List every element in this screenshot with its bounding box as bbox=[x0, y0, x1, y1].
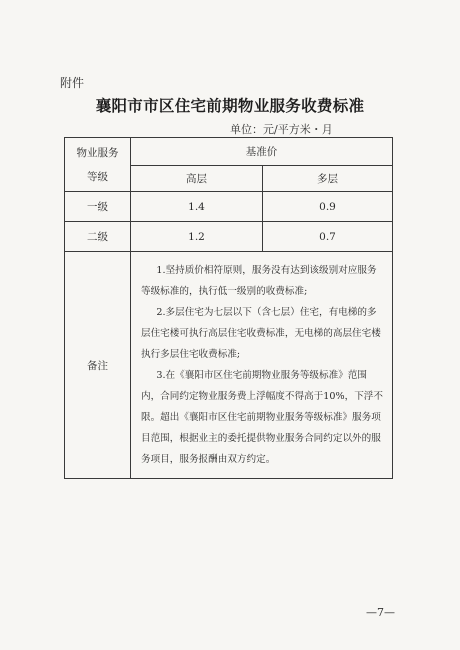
table-header-row-1 bbox=[65, 138, 393, 166]
remarks-content bbox=[131, 252, 393, 479]
high-rise-price-cell: 1.4 bbox=[131, 192, 263, 222]
fee-standard-table bbox=[64, 137, 393, 479]
header-base-price: 基准价 bbox=[131, 138, 393, 166]
table-row bbox=[65, 222, 393, 252]
document-title: 襄阳市市区住宅前期物业服务收费标准 bbox=[95, 97, 365, 115]
header-multi-storey: 多层 bbox=[263, 166, 393, 192]
page-number: —7— bbox=[366, 606, 395, 619]
header-high-rise: 高层 bbox=[131, 166, 263, 192]
header-service-level bbox=[65, 138, 131, 192]
remark-item-3: 3.在《襄阳市区住宅前期物业服务等级标准》范围内，合同约定物业服务费上浮幅度不得高于10%，下浮不限。超出《襄阳市区住宅前期物业服务等级标准》服务项目范围，根据业主的委托提供物业服务合同约定以外的服务项目，服务报酬由双方约定。 bbox=[141, 370, 383, 465]
multi-storey-price-cell: 0.9 bbox=[263, 192, 393, 222]
header-service-level-line2: 等级 bbox=[87, 170, 108, 183]
multi-storey-price-cell: 0.7 bbox=[263, 222, 393, 252]
remarks-label: 备注 bbox=[65, 252, 131, 479]
attachment-label: 附件 bbox=[60, 76, 85, 90]
remark-item-1: 1.坚持质价相符原则，服务没有达到该级别对应服务等级标准的，执行低一级别的收费标准; bbox=[141, 265, 377, 297]
remarks-row bbox=[65, 252, 393, 479]
level-cell: 一级 bbox=[65, 192, 131, 222]
table-row bbox=[65, 192, 393, 222]
remark-item-2: 2.多层住宅为七层以下（含七层）住宅，有电梯的多层住宅楼可执行高层住宅收费标准，无电梯的高层住宅楼执行多层住宅收费标准; bbox=[141, 307, 381, 360]
header-service-level-line1: 物业服务 bbox=[76, 146, 119, 159]
high-rise-price-cell: 1.2 bbox=[131, 222, 263, 252]
unit-label: 单位：元/平方米・月 bbox=[230, 123, 333, 136]
level-cell: 二级 bbox=[65, 222, 131, 252]
